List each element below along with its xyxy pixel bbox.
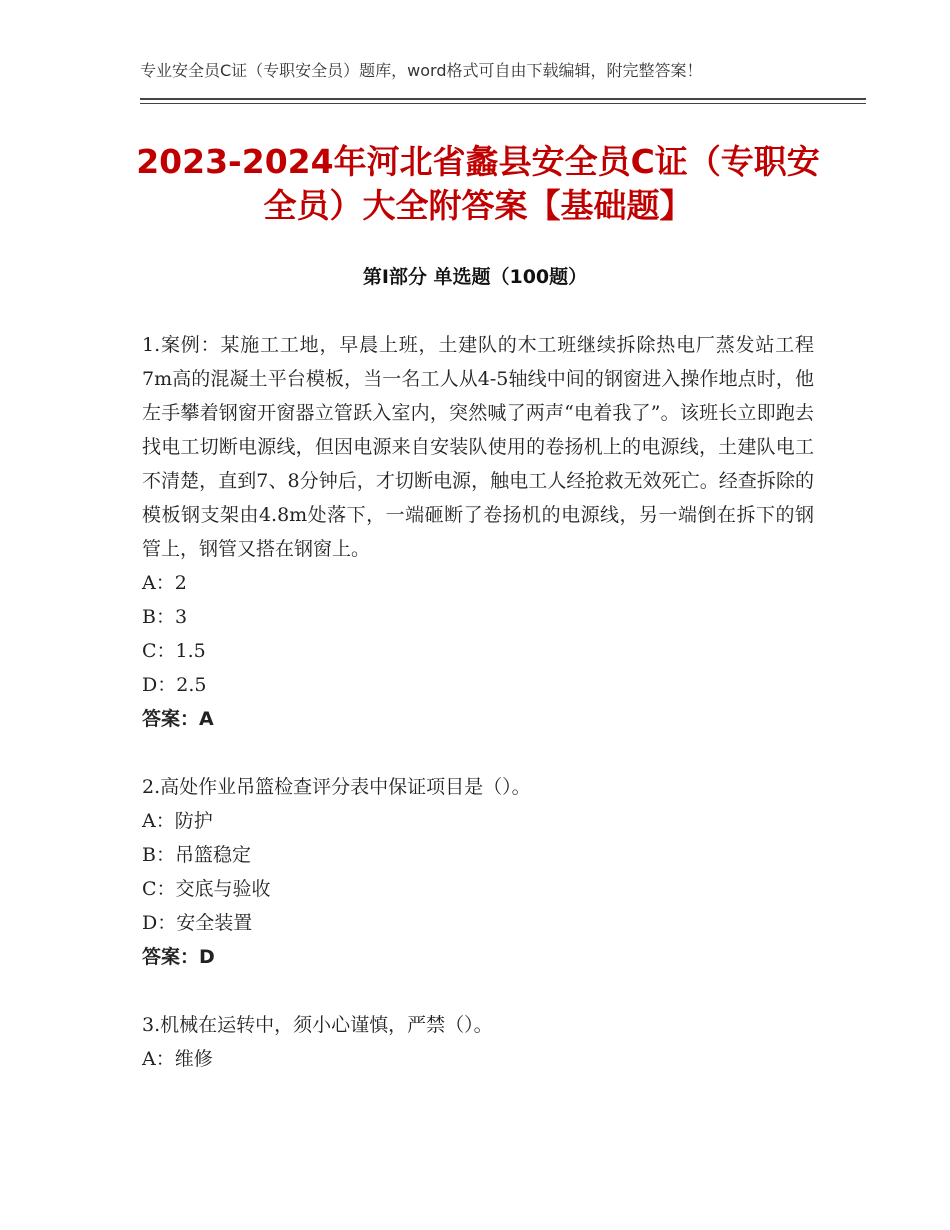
header-note: 专业安全员C证（专职安全员）题库，word格式可自由下载编辑，附完整答案！ (140, 61, 703, 80)
header-rule-thick (140, 98, 866, 100)
answer: 答案：A (142, 708, 214, 730)
question-list (142, 328, 814, 1076)
section-heading: 第I部分 单选题（100题） (362, 266, 588, 288)
option-a: A：维修 (142, 1048, 213, 1070)
question-3 (142, 1008, 814, 1076)
option-b: B：3 (142, 606, 188, 628)
question-stem: 1.案例：某施工工地，早晨上班，土建队的木工班继续拆除热电厂蒸发站工程7m高的混凝土平台模板，当一名工人从4-5轴线中间的钢窗进入操作地点时，他左手攀着钢窗开窗器立管跃入室内，突然喊了两声“电着我了”。该班长立即跑去找电工切断电源线，但因电源来自安装队使用的卷扬机上的电源线，土建队电工不清楚，直到7、8分钟后，才切断电源，触电工人经抢救无效死亡。经查拆除的模板钢支架由4.8m处落下，一端砸断了卷扬机的电源线，另一端倒在拆下的钢管上，钢管又搭在钢窗上。 (142, 334, 814, 560)
spacer (142, 736, 814, 770)
header-rule-thin (140, 103, 866, 104)
question-stem: 3.机械在运转中，须小心谨慎，严禁（）。 (142, 1014, 493, 1036)
option-d: D：2.5 (142, 674, 207, 696)
answer: 答案：D (142, 946, 215, 968)
question-2 (142, 770, 814, 974)
question-stem: 2.高处作业吊篮检查评分表中保证项目是（）。 (142, 776, 531, 798)
spacer (142, 974, 814, 1008)
option-b: B：吊篮稳定 (142, 844, 251, 866)
option-d: D：安全装置 (142, 912, 253, 934)
option-a: A：2 (142, 572, 187, 594)
option-c: C：交底与验收 (142, 878, 271, 900)
document-title: 2023-2024年河北省蠡县安全员C证（专职安全员）大全附答案【基础题】 (136, 142, 820, 225)
option-c: C：1.5 (142, 640, 206, 662)
question-1 (142, 328, 814, 736)
option-a: A：防护 (142, 810, 213, 832)
